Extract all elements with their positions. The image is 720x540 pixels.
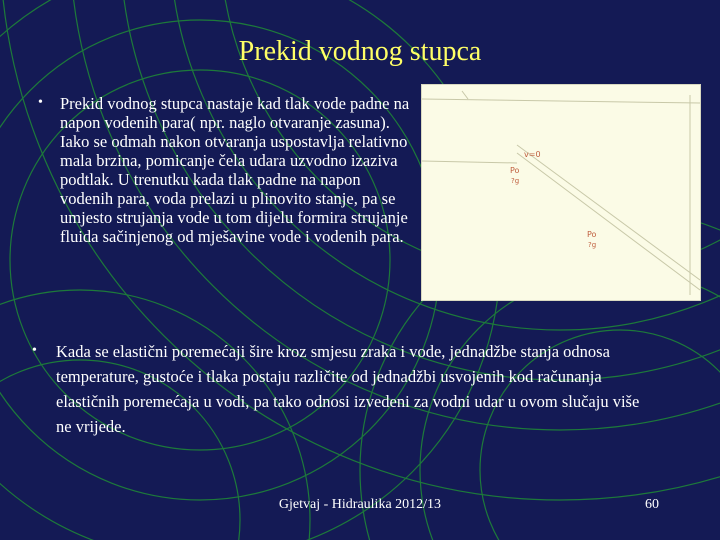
bullet-dot-icon: • — [38, 95, 43, 110]
page-number: 60 — [645, 497, 659, 512]
pressure-label-1: Po — [510, 166, 520, 175]
water-column-figure — [421, 84, 701, 301]
pressure-label-2: Po — [587, 230, 597, 239]
footer-text: Gjetvaj - Hidraulika 2012/13 — [278, 497, 442, 512]
bullet-2-text: Kada se elastični poremećaji šire kroz smjesu zraka i vode, jednadžbe stanja odnosa temperature, gustoće i tlaka postaju različite od jednadžbi usvojenih kod računanja elastičnih poremećaja u vodi, pa tako odnosi izvedeni za vodni udar u ovom slučaju više ne vrijede. — [56, 342, 640, 436]
bullet-1-text: Prekid vodnog stupca nastaje kad tlak vode padne na napon vodenih para( npr. naglo otvaranje zasuna). Iako se odmah nakon otvaranja uspostavlja relativno mala brzina, pomicanje čela udara uzvodno izaziva podtlak. U trenutku kada tlak padne na napon vodenih para, voda prelazi u plinovito stanje, pa se umjesto strujanja vode u tom dijelu formira strujanje fluida sačinjenog od mješavine vode i vodenih para. — [60, 94, 410, 246]
pipe-diagram — [422, 85, 700, 300]
slide-title: Prekid vodnog stupca — [238, 36, 482, 67]
pressure-sub-1: ?g — [511, 177, 520, 185]
velocity-label: v=0 — [524, 150, 541, 159]
bullet-2 — [32, 339, 656, 439]
bullet-dot-icon: • — [32, 343, 37, 358]
pressure-sub-2: ?g — [588, 241, 597, 249]
bullet-1 — [38, 94, 410, 246]
